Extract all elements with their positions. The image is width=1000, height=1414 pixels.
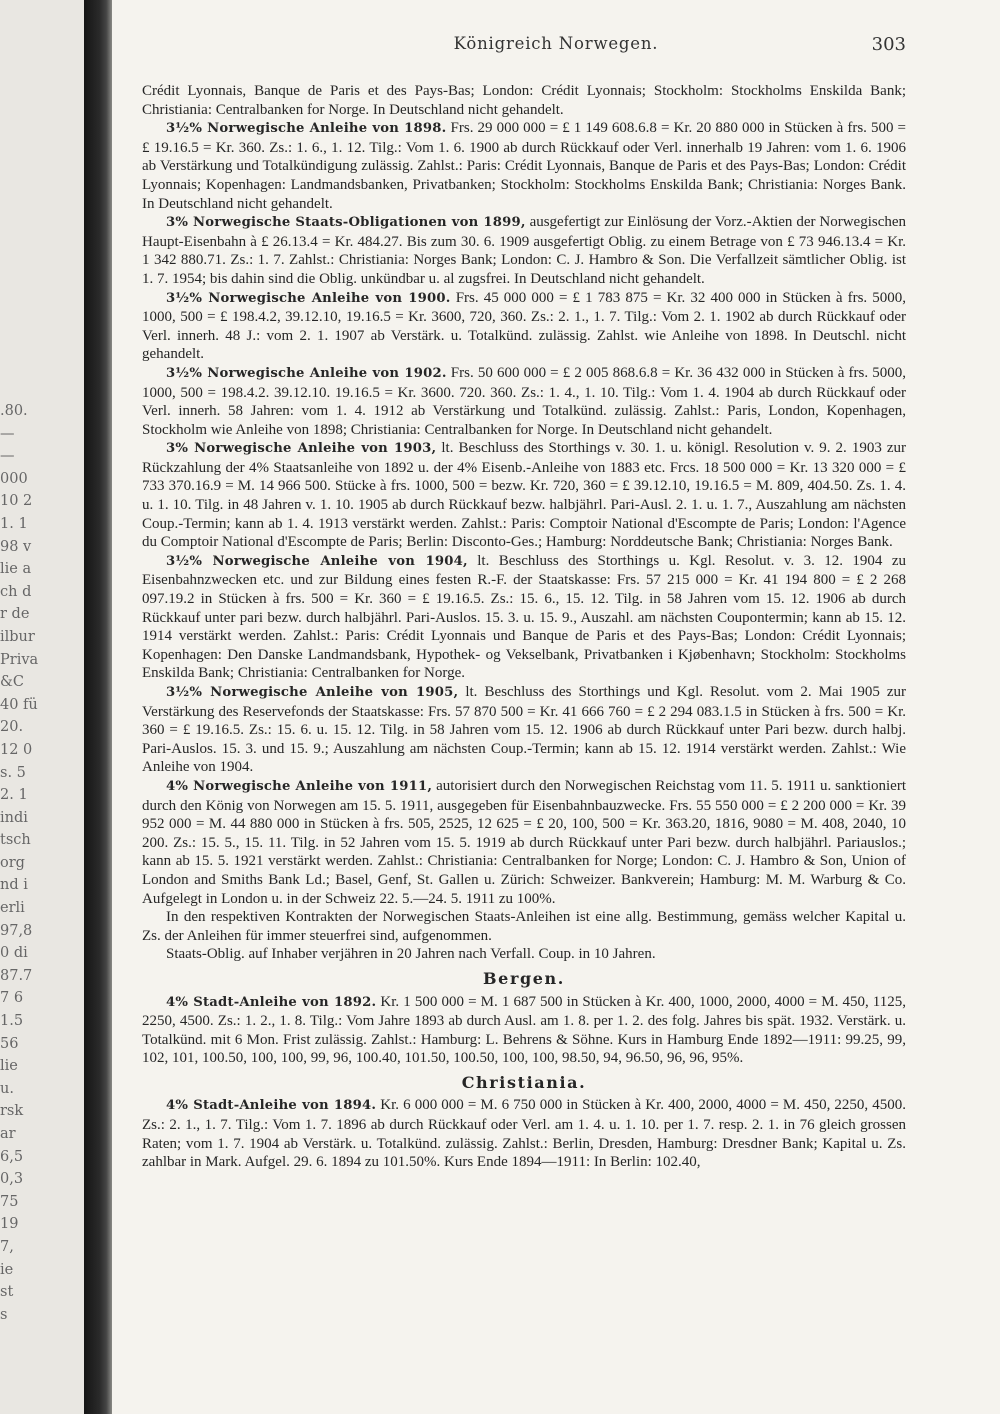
entry-paragraph bbox=[142, 993, 906, 1068]
entry-text: Kr. 1 500 000 = M. 1 687 500 in Stücken à Kr. 400, 1000, 2000, 4000 = M. 450, 1125, 2250, 4500. Zs.: 1. 2., 1. 8. Tilg.: Vom Jahre 1893 ab durch Ausl. am 1. 8. per 1. 2. des folg. Jahres bis spät. 1932. Verstärk. u. Totalkünd. mit 6 Mon. Frist zulässig. Zahlst.: Hamburg: L. Behrens & Söhne. Kurs in Hamburg Ende 1892—1911: 99.25, 99, 102, 101, 100.50, 100, 100, 99, 96, 100.40, 101.50, 100.50, 100, 100, 98.50, 94, 96.50, 96, 96, 95%. bbox=[142, 993, 906, 1067]
left-page-fragment: 98 v bbox=[0, 538, 32, 555]
left-page-fragment: 1. 1 bbox=[0, 515, 28, 532]
left-page-fragment: 000 bbox=[0, 470, 28, 487]
entry-text: In den respektiven Kontrakten der Norwegischen Staats-Anleihen ist eine allg. Bestimmung, gemäss welcher Kapital u. Zs. der Anleihen für immer steuerfrei sind, aufgenommen. bbox=[142, 909, 906, 944]
left-page-fragment: 2. 1 bbox=[0, 787, 28, 804]
left-page-fragment: 7, bbox=[0, 1238, 14, 1255]
left-page-fragment: lie a bbox=[0, 561, 32, 578]
left-page-fragment: indi bbox=[0, 809, 28, 826]
running-header bbox=[112, 34, 1000, 58]
left-page-fragment: 87.7 bbox=[0, 967, 33, 984]
section-bergen bbox=[142, 970, 906, 1068]
entry-text: Frs. 50 600 000 = £ 2 005 868.6.8 = Kr. 36 432 000 in Stücken à frs. 5000, 1000, 500 = 198.4.2. 39.12.10. 19.16.5 = Kr. 3600. 720. 360. Zs.: 1. 4., 1. 10. Tilg.: Vom 1. 4. 1904 ab durch Rückkauf oder Verl. innerh. 58 Jahren: vom 1. 4. 1912 ab Verstärkung und Totalkünd. zulässig. Zahlst.: Paris, London, Kopenhagen, Stockholm wie Anleihe von 1898; Christiania: Centralbanken for Norge. In Deutschland nicht gehandelt. bbox=[142, 364, 906, 438]
left-page-fragment: 7 6 bbox=[0, 990, 24, 1007]
entry-title: 3½% Norwegische Anleihe von 1898. bbox=[166, 121, 447, 137]
left-page-fragment: — bbox=[0, 448, 15, 465]
left-page-fragment: lie bbox=[0, 1058, 18, 1075]
entry-paragraph bbox=[142, 119, 906, 213]
entry-text: Frs. 29 000 000 = £ 1 149 608.6.8 = Kr. 20 880 000 in Stücken à frs. 500 = £ 19.16.5 = Kr. 360. Zs.: 1. 6., 1. 12. Tilg.: Vom 1. 6. 1900 ab durch Rückkauf oder Verl. innerhalb 19 Jahren: vom 1. 6. 1906 ab Verstärkung und Totalkündigung zulässig. Zahlst.: Paris: Crédit Lyonnais, Banque de Paris et des Pays-Bas; London: Crédit Lyonnais; Kopenhagen: Landmandsbanken, Privatbanken; Stockholm: Stockholms Enskilda Bank; Christiania: Norges Bank. In Deutschland nicht gehandelt. bbox=[142, 120, 907, 212]
entry-title: 3½% Norwegische Anleihe von 1905, bbox=[166, 685, 459, 700]
left-page-fragment: rsk bbox=[0, 1103, 24, 1120]
left-page-fragment: 19 bbox=[0, 1216, 19, 1233]
entry-title: 4% Stadt-Anleihe von 1894. bbox=[166, 1098, 377, 1114]
left-page-fragment: s. 5 bbox=[0, 764, 26, 781]
left-page-fragment: 0 di bbox=[0, 945, 28, 962]
entry-paragraph bbox=[142, 552, 906, 683]
left-page-fragment: .80. bbox=[0, 403, 28, 419]
entry-paragraph bbox=[142, 213, 906, 288]
entry-text: ausgefertigt zur Einlösung der Vorz.-Aktien der Norwegischen Haupt-Eisenbahn à £ 26.13.4 = Kr. 484.27. Bis zum 30. 6. 1909 ausgefertigt Oblig. zu einem Betrage von £ 73 946.13.4 = Kr. 1 342 880.71. Zs.: 1. 7. Zahlst.: Christiania: Norges Bank; London: C. J. Hambro & Son. Die Verfallzeit sämtlicher Oblig. ist 1. 7. 1954; bis dahin sind die Oblig. unkündbar u. al zugsfrei. In Deutschland nicht gehandelt. bbox=[142, 214, 907, 287]
entry-text: lt. Beschluss des Storthings und Kgl. Resolut. vom 2. Mai 1905 zur Verstärkung des Reservefonds der Staatskasse: Frs. 57 870 500 = Kr. 41 666 760 = £ 2 294 083.1.5 in Stücken à frs. 500 = Kr. 360 = £ 19.16.5. Zs.: 15. 6. u. 15. 12. Tilg. in 58 Jahren vom 15. 12. 1906 ab durch Rückkauf unter Pari bezw. durch halbj. Pari-Auslos. 15. 3. und 15. 9.; Auszahlung am nächsten Coup.-Termin; kann ab 15. 12. 1914 verstärkt werden. Zahlst.: Wie Anleihe von 1904. bbox=[142, 684, 907, 776]
entry-text: Staats-Oblig. auf Inhaber verjähren in 20 Jahren nach Verfall. Coup. in 10 Jahren. bbox=[166, 946, 656, 963]
adjacent-left-page bbox=[0, 0, 84, 1414]
left-page-fragment: nd i bbox=[0, 877, 28, 894]
entry-text: Crédit Lyonnais, Banque de Paris et des Pays-Bas; London: Crédit Lyonnais; Stockholm: Stockholms Enskilda Bank; Christiania: Centralbanken for Norge. In Deutschland nicht gehandelt. bbox=[142, 83, 906, 118]
left-page-fragment: 0,3 bbox=[0, 1171, 24, 1188]
left-page-fragment: 20. bbox=[0, 719, 24, 736]
left-page-fragment: erli bbox=[0, 900, 25, 917]
left-page-fragment: 1.5 bbox=[0, 1013, 24, 1030]
left-page-fragment: 6,5 bbox=[0, 1148, 24, 1165]
entry-paragraph bbox=[142, 439, 906, 552]
entry-text: lt. Beschluss des Storthings v. 30. 1. u. königl. Resolution v. 9. 2. 1903 zur Rückzahlung der 4% Staatsanleihe von 1892 u. der 4% Eisenb.-Anleihe von 1883 etc. Frcs. 18 500 000 = Kr. 13 320 000 = £ 733 370.16.9 = M. 14 966 500. Stücke à frs. 1000, 500 = bezw. Kr. 720, 360 = £ 39.12.10, 19.16.5 = M. 809, 404.50. Zs. 1. 4. u. 1. 10. Tilg. in 48 Jahren v. 1. 10. 1905 ab durch Rückkauf bezw. halbjährl. Pari-Ausl. 2. 1. u. 1. 7., Auszahlung am nächsten Coup.-Termin; kann ab 1. 4. 1913 verstärkt werden. Zahlst.: Paris: Comptoir National d'Escompte de Paris; London: l'Agence du Comptoir National d'Escompte de Paris; Berlin: Disconto-Ges.; Hamburg: Norddeutsche Bank; Christiania: Norges Bank. bbox=[142, 440, 906, 551]
entry-paragraph bbox=[142, 1096, 906, 1171]
entry-paragraph bbox=[142, 777, 906, 908]
running-title: Königreich Norwegen. bbox=[453, 34, 659, 53]
entry-title: 4% Stadt-Anleihe von 1892. bbox=[166, 994, 377, 1010]
entry-paragraph bbox=[142, 364, 906, 439]
page-body bbox=[142, 82, 906, 1172]
left-page-fragment: st bbox=[0, 1284, 14, 1301]
left-page-fragment: &C bbox=[0, 674, 25, 691]
left-page-fragment: 56 bbox=[0, 1035, 19, 1052]
left-page-fragment: ilbur bbox=[0, 628, 35, 645]
entry-title: 3% Norwegische Anleihe von 1903, bbox=[166, 441, 437, 457]
left-page-fragment: u. bbox=[0, 1080, 14, 1097]
entry-paragraph bbox=[142, 289, 906, 364]
left-page-fragment: 12 0 bbox=[0, 741, 33, 758]
section-heading: Christiania. bbox=[461, 1072, 587, 1092]
left-page-fragment: ch d bbox=[0, 583, 32, 600]
section-heading: Bergen. bbox=[483, 968, 565, 988]
entry-text: lt. Beschluss des Storthings u. Kgl. Resolut. v. 3. 12. 1904 zu Eisenbahnzwecken etc. und zur Bildung eines festen R.-F. der Staatskasse: Frs. 57 215 000 = Kr. 41 194 800 = £ 2 268 097.19.2 in Stücken à frs. 500 = Kr. 360 = £ 19.16.5. Zs.: 15. 6., 15. 12. Tilg. in 58 Jahren vom 15. 12. 1906 ab durch Rückkauf unter pari bezw. durch halbjährl. Pari-Auslos. 15. 3. u. 15. 9., Auszahl. am nächsten Coupontermin; kann ab 15. 12. 1914 verstärkt werden. Zahlst.: Paris: Crédit Lyonnais und Banque de Paris et des Pays-Bas; London: Crédit Lyonnais; Kopenhagen: Den Danske Landmandsbank, Hypothek- og Vekselbank, Privatbanken i Kjøbenhavn; Stockholm: Stockholms Enskilda Bank; Christiania: Centralbanken for Norge. bbox=[142, 552, 907, 682]
left-page-fragment: ar bbox=[0, 1126, 16, 1142]
left-page-fragment: 97,8 bbox=[0, 922, 33, 939]
left-page-text-fragments bbox=[0, 400, 80, 1326]
left-page-fragment: 40 fü bbox=[0, 696, 38, 713]
left-page-fragment: 10 2 bbox=[0, 493, 33, 510]
left-page-fragment: 75 bbox=[0, 1193, 19, 1210]
document-page bbox=[112, 0, 1000, 1414]
left-page-fragment: r de bbox=[0, 606, 30, 623]
left-page-fragment: — bbox=[0, 425, 15, 442]
entry-paragraph bbox=[142, 908, 906, 945]
left-page-fragment: ie bbox=[0, 1261, 14, 1278]
entry-paragraph bbox=[142, 683, 906, 777]
entry-title: 3½% Norwegische Anleihe von 1904, bbox=[166, 553, 468, 569]
entry-text: Kr. 6 000 000 = M. 6 750 000 in Stücken à Kr. 400, 2000, 4000 = M. 450, 2250, 4500. Zs.: 2. 1., 1. 7. Tilg.: Vom 1. 7. 1896 ab durch Rückkauf oder Verl. am 1. 4. u. 1. 10. per 1. 7. resp. 2. 1. in 76 gleich grossen Raten; vom 1. 7. 1904 ab Verstärk. u. Totalkünd. zulässig. Zahlst.: Berlin, Dresden, Hamburg: Dresdner Bank; Kapital u. Zs. zahlbar in Mark. Aufgel. 29. 6. 1894 zu 101.50%. Kurs Ende 1894—1911: In Berlin: 102.40, bbox=[142, 1097, 906, 1171]
left-page-fragment: org bbox=[0, 854, 25, 871]
left-page-fragment: Priva bbox=[0, 651, 39, 668]
book-spine-shadow bbox=[84, 0, 112, 1414]
entry-title: 3% Norwegische Staats-Obligationen von 1899, bbox=[166, 215, 526, 231]
entry-title: 3½% Norwegische Anleihe von 1900. bbox=[166, 290, 451, 306]
page-number: 303 bbox=[871, 34, 906, 55]
entry-text: Frs. 45 000 000 = £ 1 783 875 = Kr. 32 400 000 in Stücken à frs. 5000, 1000, 500 = £ 198.4.2, 39.12.10, 19.16.5 = Kr. 3600, 720, 360. Zs.: 2. 1., 1. 7. Tilg.: Vom 2. 1. 1902 ab durch Rückkauf oder Verl. innerh. 48 J.: vom 2. 1. 1907 ab Verstärk. u. Totalkünd. zulässig. Zahlst. wie Anleihe von 1898. In Deutschl. nicht gehandelt. bbox=[142, 289, 907, 363]
left-page-fragment: tsch bbox=[0, 832, 31, 849]
section-christiania bbox=[142, 1074, 906, 1172]
section-norwegian-state-loans bbox=[142, 82, 906, 964]
entry-paragraph bbox=[142, 82, 906, 119]
entry-title: 3½% Norwegische Anleihe von 1902. bbox=[166, 365, 447, 381]
entry-text: autorisiert durch den Norwegischen Reichstag vom 11. 5. 1911 u. sanktioniert durch den König von Norwegen am 15. 5. 1911, ausgegeben für Eisenbahnbauzwecke. Frs. 55 550 000 = £ 2 200 000 = Kr. 39 952 000 = M. 44 880 000 in Stücken à frs. 505, 2525, 12 625 = £ 20, 100, 500 = Kr. 363.20, 1816, 9080 = M. 408, 2040, 10 200. Zs.: 15. 5., 15. 11. Tilg. in 52 Jahren vom 15. 5. 1919 ab durch Rückkauf unter Pari bezw. durch halbjährl. Pariauslos.; kann ab 15. 5. 1921 verstärkt werden. Zahlst.: Christiania: Centralbanken for Norge; London: C. J. Hambro & Son, Union of London and Smiths Bank Ld.; Basel, Genf, St. Gallen u. Zürich: Schweizer. Bankverein; Hamburg: M. M. Warburg & Co. Aufgelegt in London u. in der Schweiz 22. 5.—24. 5. 1911 zu 100%. bbox=[142, 777, 906, 907]
entry-paragraph bbox=[142, 945, 906, 964]
entry-title: 4% Norwegische Anleihe von 1911, bbox=[166, 778, 433, 794]
left-page-fragment: s bbox=[0, 1306, 8, 1323]
